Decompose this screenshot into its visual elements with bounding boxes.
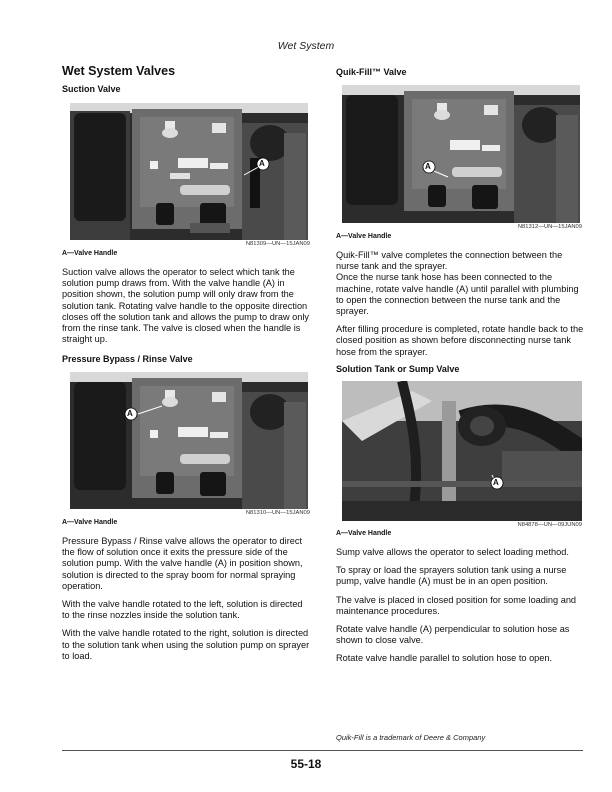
quikfill-caption: A—Valve Handle (336, 233, 392, 240)
footer-rule (62, 750, 583, 751)
sump-paragraph-5: Rotate valve handle parallel to solution hose to open. (336, 653, 553, 664)
suction-valve-photo (70, 103, 308, 240)
sump-paragraph-3: The valve is placed in closed position for some loading and maintenance procedures. (336, 594, 577, 616)
sump-paragraph-4: Rotate valve handle (A) perpendicular to solution hose as shown to close valve. (336, 624, 570, 646)
suction-figure-code: N81309—UN—15JAN09 (245, 241, 310, 247)
sump-figure-code: N84878—UN—09JUN09 (517, 522, 582, 528)
quikfill-callout-a: A (425, 162, 431, 171)
running-header: Wet System (277, 40, 335, 52)
sump-paragraph-2: To spray or load the sprayers solution tank using a nurse pump, valve handle (A) must be in an open position. (336, 565, 567, 587)
bypass-callout-a: A (127, 409, 133, 418)
suction-valve-heading: Suction Valve (62, 84, 121, 94)
quikfill-valve-photo (342, 85, 580, 223)
section-title: Wet System Valves (62, 64, 176, 78)
sump-valve-heading: Solution Tank or Sump Valve (336, 364, 460, 374)
quikfill-figure-code: N81312—UN—15JAN09 (517, 224, 582, 230)
sump-callout-a: A (493, 478, 499, 487)
suction-paragraph: Suction valve allows the operator to select which tank the solution pump draws from. With the valve handle (A) in position shown, the solution pump will only draw from the solution tank. Rotating valve handle to the opposite direction closes off the solution tank and allows the pump to draw only from the rinse tank. The valve is closed when the handle is straight up. (62, 267, 310, 345)
suction-description (62, 267, 312, 352)
bypass-figure-code: N81310—UN—15JAN09 (245, 510, 310, 516)
sump-valve-photo (342, 381, 582, 521)
bypass-paragraph-3: With the valve handle rotated to the right, solution is directed to the solution tank when using the solution pump on sprayer to load. (62, 628, 310, 661)
quikfill-paragraph-1: Quik-Fill™ valve completes the connection between the nurse tank and the sprayer. (336, 250, 563, 272)
quikfill-paragraph-3: After filling procedure is completed, rotate handle back to the closed position as shown before disconnecting nurse tank hose from the sprayer. (336, 324, 584, 357)
suction-callout-a: A (259, 159, 265, 168)
sump-caption: A—Valve Handle (336, 530, 392, 537)
suction-caption: A—Valve Handle (62, 250, 118, 257)
quikfill-valve-heading: Quik-Fill™ Valve (336, 67, 407, 77)
sump-paragraph-1: Sump valve allows the operator to select loading method. (336, 547, 569, 557)
bypass-paragraph-2: With the valve handle rotated to the left, solution is directed to the rinse nozzles inside the solution tank. (62, 599, 303, 621)
sump-description (336, 547, 586, 672)
quikfill-paragraph-2: Once the nurse tank hose has been connected to the machine, rotate valve handle (A) until parallel with plumbing to open the connection between the nurse tank and the sprayer. (336, 272, 579, 317)
bypass-valve-photo (70, 372, 308, 509)
quikfill-description (336, 250, 586, 365)
bypass-description (62, 536, 312, 669)
trademark-note: Quik-Fill is a trademark of Deere & Company (336, 733, 486, 742)
bypass-caption: A—Valve Handle (62, 519, 118, 526)
page-number: 55-18 (290, 757, 322, 771)
bypass-paragraph-1: Pressure Bypass / Rinse valve allows the operator to direct the flow of solution once it exits the pressure side of the solution pump. With the valve handle (A) in position shown, solution is directed to the spray boom for normal spraying operation. (62, 536, 303, 591)
bypass-valve-heading: Pressure Bypass / Rinse Valve (62, 354, 193, 364)
